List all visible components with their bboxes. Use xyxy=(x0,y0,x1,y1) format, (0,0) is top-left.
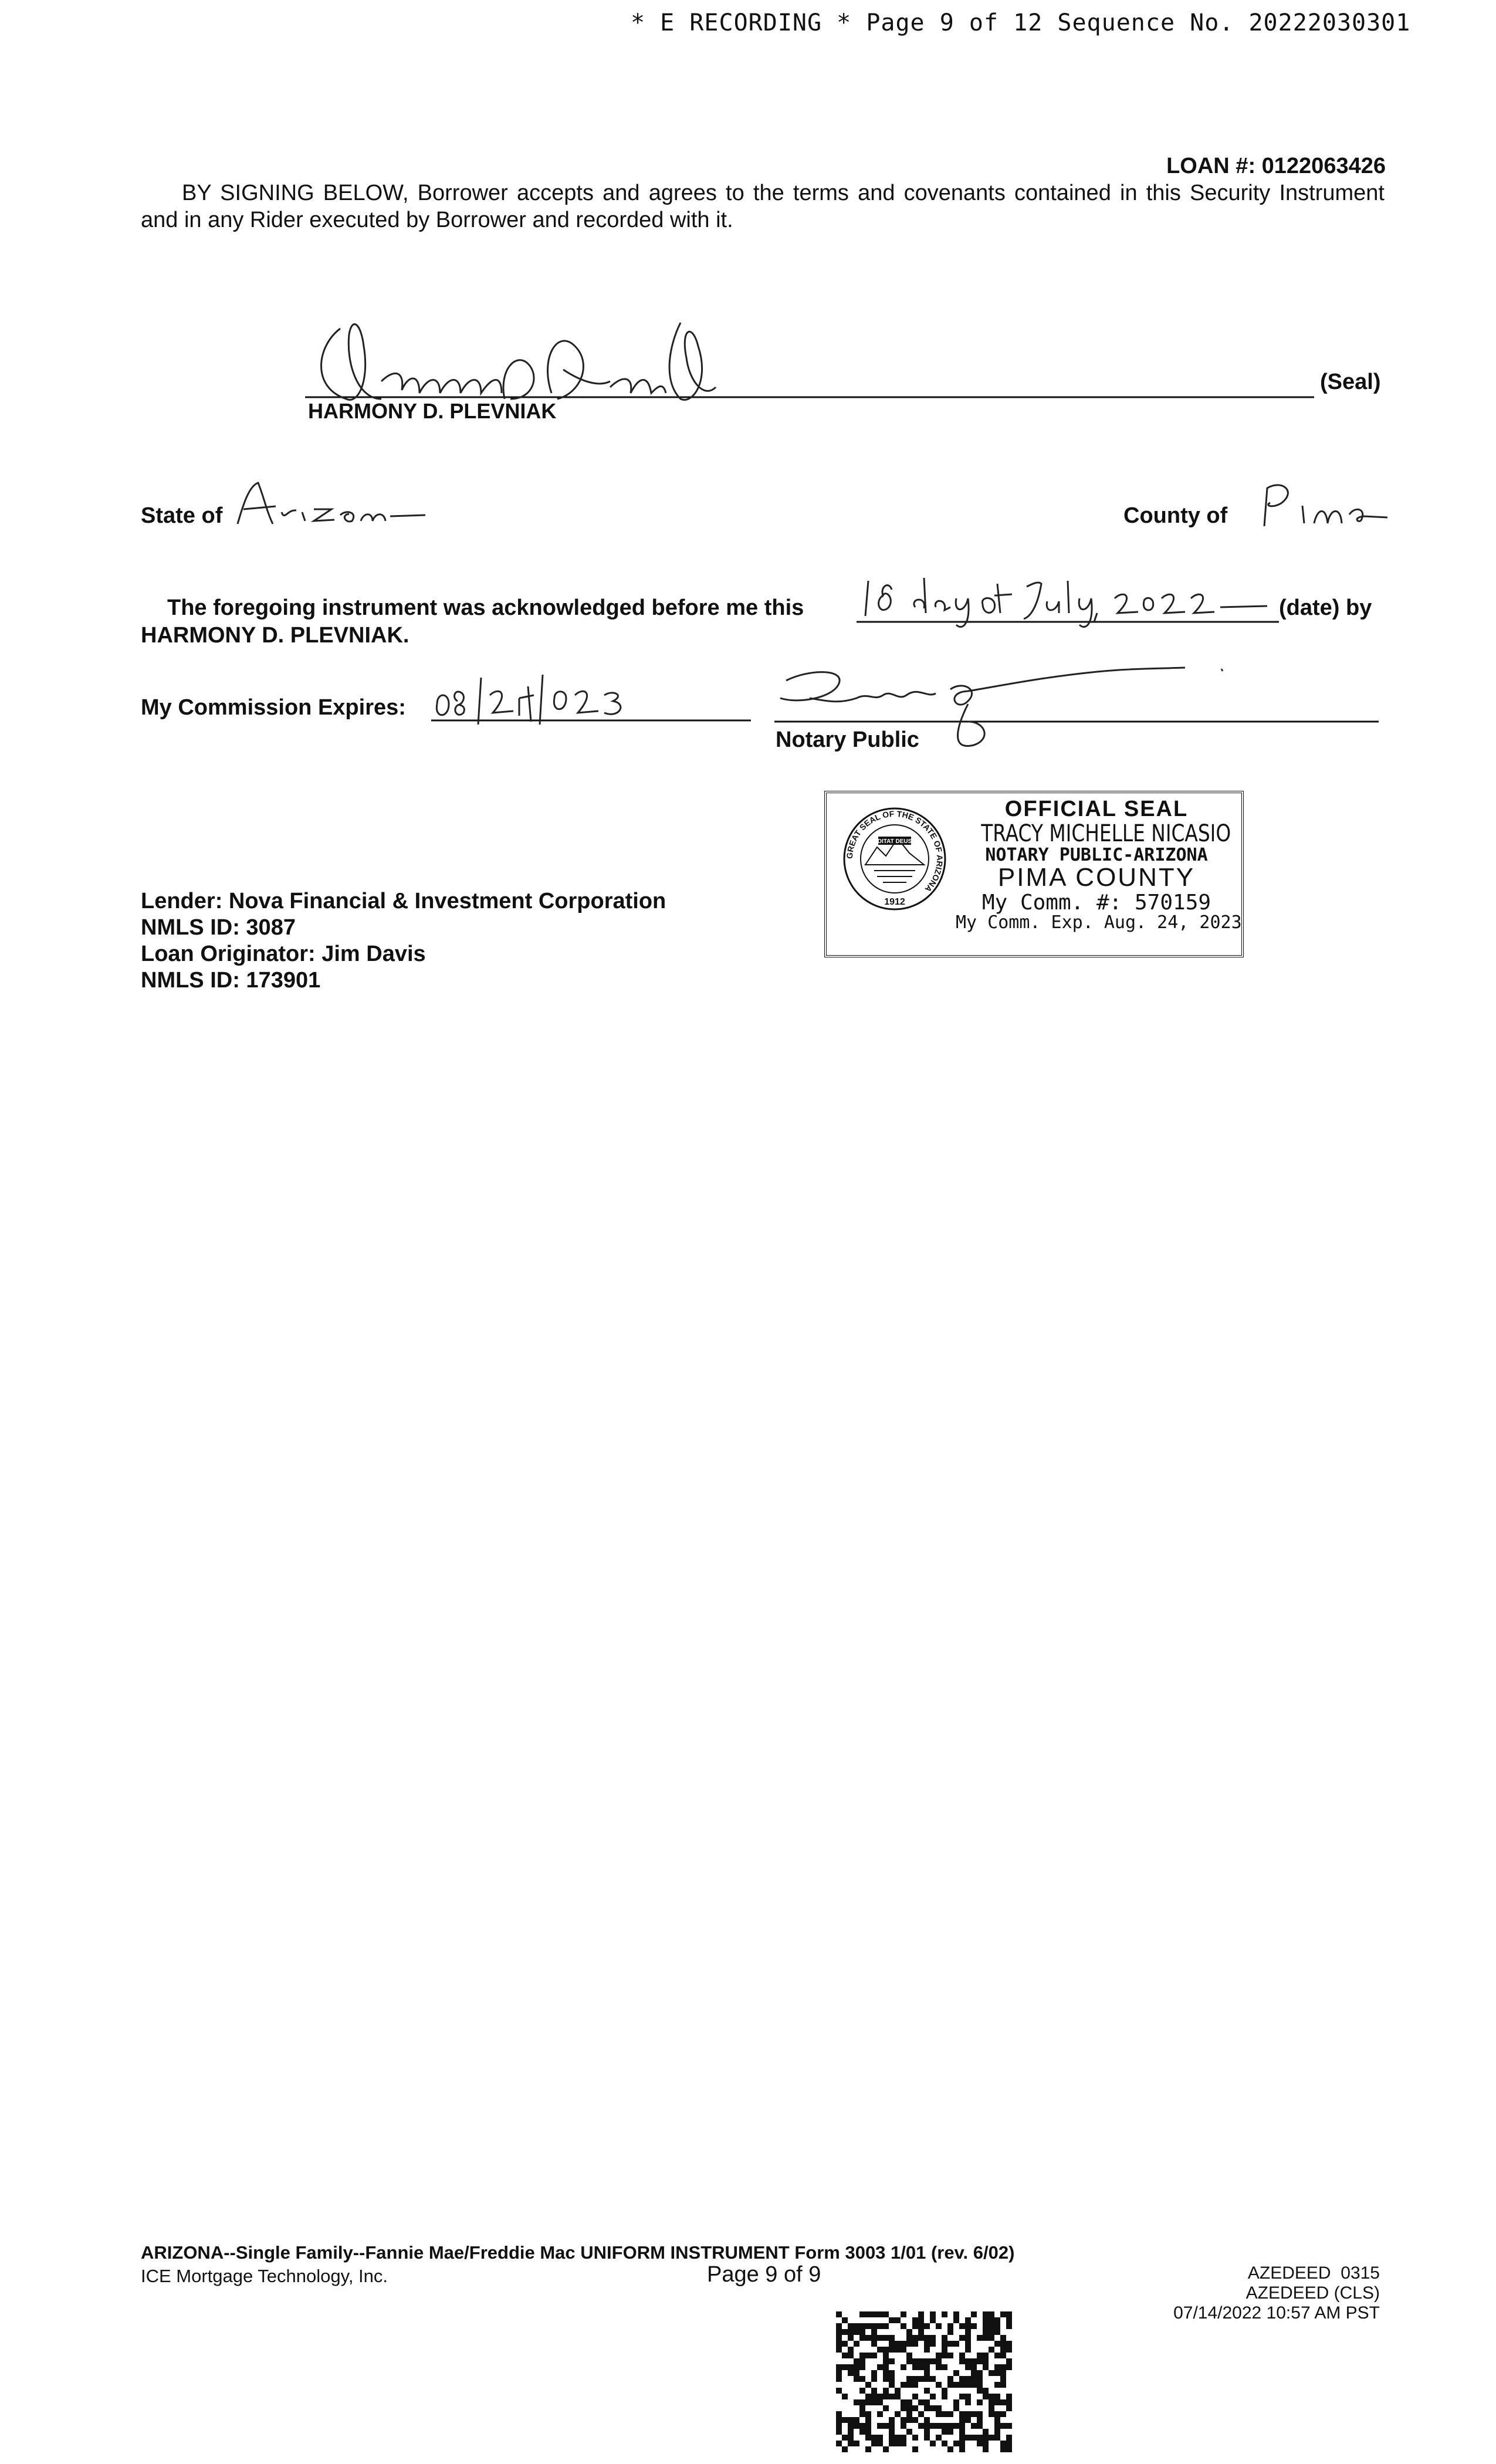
seal-label: (Seal) xyxy=(1320,370,1381,394)
form-code-cls: AZEDEED (CLS) xyxy=(1245,2283,1380,2303)
commission-expires-label: My Commission Expires: xyxy=(141,695,406,720)
form-code: AZEDEED 0315 xyxy=(1247,2263,1380,2283)
acknowledged-party: HARMONY D. PLEVNIAK. xyxy=(141,623,409,648)
seal-ring-text: GREAT SEAL OF THE STATE OF ARIZONA xyxy=(844,808,945,894)
seal-text-block xyxy=(956,797,1242,933)
loan-number: LOAN #: 0122063426 xyxy=(1166,154,1386,178)
recording-header: * E RECORDING * Page 9 of 12 Sequence No. 20222030301 xyxy=(631,9,1411,36)
commission-number: My Comm. #: 570159 xyxy=(981,890,1211,915)
state-seal-icon xyxy=(842,806,947,912)
acknowledgement-date-handwritten xyxy=(857,572,1279,631)
lender-name: Lender: Nova Financial & Investment Corporation xyxy=(141,889,666,913)
notary-jurisdiction: NOTARY PUBLIC-ARIZONA xyxy=(985,844,1208,865)
notary-name: TRACY MICHELLE NICASIO xyxy=(981,820,1231,847)
commission-expiration: My Comm. Exp. Aug. 24, 2023 xyxy=(956,912,1242,933)
commission-date-handwritten xyxy=(431,669,754,727)
seal-year: 1912 xyxy=(884,897,905,907)
seal-motto: DITAT DEUS xyxy=(877,838,912,845)
county-handwritten xyxy=(1241,476,1393,533)
county-label: County of xyxy=(1123,503,1228,528)
footer-form-line: ARIZONA--Single Family--Fannie Mae/Freddie Mac UNIFORM INSTRUMENT Form 3003 1/01 (rev. 6/02) xyxy=(141,2242,1015,2263)
footer-codes xyxy=(1173,2263,1380,2323)
acknowledgement-text: The foregoing instrument was acknowledged before me this xyxy=(167,595,804,620)
acknowledgement-date-suffix: (date) by xyxy=(1279,595,1372,620)
borrower-signature xyxy=(305,311,1326,411)
loan-originator: Loan Originator: Jim Davis xyxy=(141,942,426,966)
lender-nmls: NMLS ID: 3087 xyxy=(141,915,296,940)
borrower-name: HARMONY D. PLEVNIAK xyxy=(308,399,557,423)
lender-info xyxy=(141,888,666,994)
footer-vendor: ICE Mortgage Technology, Inc. xyxy=(141,2266,388,2286)
state-handwritten xyxy=(232,480,431,533)
notary-public-label: Notary Public xyxy=(776,727,919,752)
official-notary-seal xyxy=(824,791,1244,957)
originator-nmls: NMLS ID: 173901 xyxy=(141,968,321,993)
intro-text: BY SIGNING BELOW, Borrower accepts and agrees to the terms and covenants contained in this Security Instrument and in any Rider executed by Borrower and recorded with it. xyxy=(141,181,1385,232)
state-label: State of xyxy=(141,503,223,528)
print-timestamp: 07/14/2022 10:57 AM PST xyxy=(1173,2303,1380,2323)
footer-page-number: Page 9 of 9 xyxy=(707,2262,821,2287)
notary-county: PIMA COUNTY xyxy=(997,863,1196,892)
2d-barcode-icon xyxy=(836,2311,1012,2452)
seal-title: OFFICIAL SEAL xyxy=(1004,797,1189,821)
intro-paragraph xyxy=(141,180,1385,233)
